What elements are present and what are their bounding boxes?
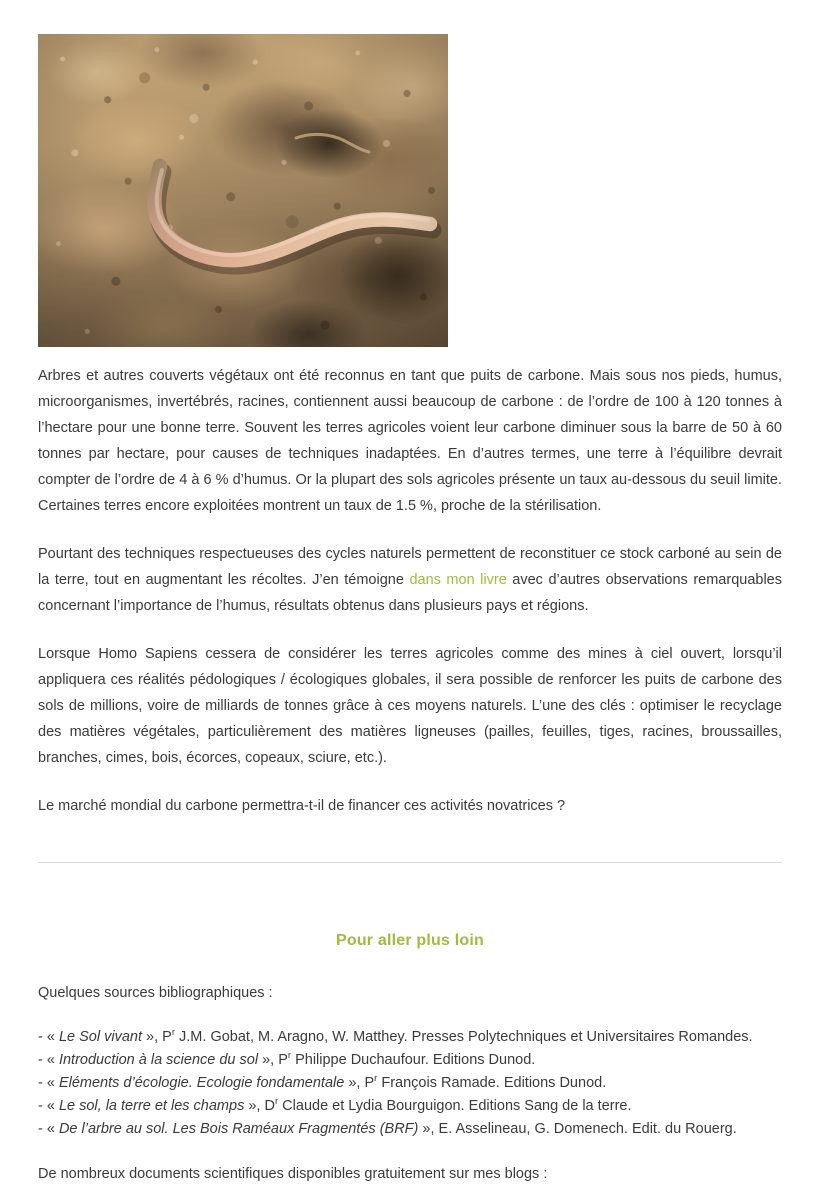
- paragraph-soil-carbon: Arbres et autres couverts végétaux ont été reconnus en tant que puits de carbone. Mais sous nos pieds, humus, microorganismes, invertébrés, racines, contiennent aussi beaucoup de carbone : de l’ordre de 100 à 120 tonnes à l’hectare pour une bonne terre. Souvent les terres agricoles voient leur carbone diminuer sous la barre de 50 à 60 tonnes par hectare, pour causes de techniques inadaptées. En d’autres termes, une terre à l’équilibre devrait compter de l’ordre de 4 à 6 % d’humus. Or la plupart des sols agricoles présente un taux au-dessous du seuil limite. Certaines terres encore exploitées montrent un taux de 1.5 %, proche de la stérilisation.: [38, 368, 782, 514]
- entry-close: »,: [344, 1075, 365, 1091]
- paragraph-carbon-market: Le marché mondial du carbone permettra-t-il de financer ces activités novatrices ?: [38, 798, 566, 814]
- bibliography-entry: [38, 1095, 782, 1118]
- entry-title: De l’arbre au sol. Les Bois Raméaux Fragmentés (BRF): [58, 1121, 419, 1137]
- section-title-pour-aller-plus-loin: Pour aller plus loin: [335, 932, 485, 949]
- entry-abbr-sup: r: [274, 1096, 279, 1108]
- entry-rest: J.M. Gobat, M. Aragno, W. Matthey. Presses Polytechniques et Universitaires Romandes.: [175, 1029, 753, 1045]
- entry-rest: Claude et Lydia Bourguigon. Editions Sang de la terre.: [278, 1098, 632, 1114]
- entry-abbr-base: P: [162, 1029, 172, 1045]
- entry-dash: - «: [38, 1121, 59, 1137]
- entry-title: Eléments d’écologie. Ecologie fondamentale: [58, 1075, 345, 1091]
- link-dans-mon-livre[interactable]: dans mon livre: [409, 572, 507, 588]
- entry-close: »,: [258, 1052, 279, 1068]
- entry-rest: Philippe Duchaufour. Editions Dunod.: [291, 1052, 536, 1068]
- entry-close: »,: [244, 1098, 265, 1114]
- spacer: [38, 950, 782, 980]
- bibliography-outro: De nombreux documents scientifiques disponibles gratuitement sur mes blogs :: [38, 1166, 548, 1182]
- entry-title: Introduction à la science du sol: [58, 1052, 259, 1068]
- entry-dash: - «: [38, 1075, 59, 1091]
- spacer: [38, 819, 782, 862]
- bibliography-list: [38, 1026, 782, 1141]
- paragraph-techniques-text-after: avec d’autres observations remarquables concernant l’importance de l’humus, résultats obtenus dans plusieurs pays et régions.: [38, 572, 782, 614]
- bibliography-intro: Quelques sources bibliographiques :: [38, 985, 273, 1001]
- entry-abbr-sup: r: [171, 1027, 175, 1039]
- entry-dash: - «: [38, 1029, 59, 1045]
- paragraph-techniques-text-before: Pourtant des techniques respectueuses des cycles naturels permettent de reconstituer ce stock carboné au sein de la terre, tout en augmentant les récoltes. J’en témoigne: [38, 546, 782, 588]
- article-page: [0, 34, 820, 1193]
- entry-abbr-base: P: [364, 1075, 375, 1091]
- entry-close: »,: [141, 1029, 163, 1045]
- spacer: [38, 1006, 782, 1026]
- bibliography-entry: [38, 1118, 782, 1141]
- entry-title: Le sol, la terre et les champs: [58, 1098, 245, 1114]
- spacer: [38, 863, 782, 932]
- spacer: [38, 519, 782, 541]
- photo-vignette: [38, 34, 448, 347]
- paragraph-techniques: [38, 541, 782, 619]
- bibliography-entry: [38, 1072, 782, 1095]
- spacer: [38, 771, 782, 793]
- entry-dash: - «: [38, 1052, 59, 1068]
- entry-abbr: [264, 1098, 278, 1114]
- entry-rest: E. Asselineau, G. Domenech. Edit. du Rouerg.: [438, 1121, 737, 1137]
- entry-abbr: [162, 1029, 175, 1045]
- paragraph-homo-sapiens: Lorsque Homo Sapiens cessera de considérer les terres agricoles comme des mines à ciel ouvert, lorsqu’il appliquera ces réalités pédologiques / écologiques globales, il sera possible de renforcer les puits de carbone des sols de millions, voire de milliards de tonnes grâce à ces moyens naturels. L’une des clés : optimiser le recyclage des matières végétales, particulièrement des matières ligneuses (pailles, feuilles, tiges, racines, broussailles, branches, cimes, bois, écorces, copeaux, sciure, etc.).: [38, 646, 782, 766]
- entry-abbr-base: D: [264, 1098, 275, 1114]
- entry-dash: - «: [38, 1098, 59, 1114]
- bibliography-entry: [38, 1049, 782, 1072]
- entry-rest: François Ramade. Editions Dunod.: [377, 1075, 607, 1091]
- bibliography-entry: [38, 1026, 782, 1049]
- entry-title: Le Sol vivant: [58, 1029, 142, 1045]
- entry-close: »,: [418, 1121, 439, 1137]
- entry-abbr: [364, 1075, 377, 1091]
- entry-abbr-sup: r: [374, 1073, 378, 1085]
- earthworm-in-soil-photo: [38, 34, 448, 347]
- spacer: [38, 1141, 782, 1161]
- entry-abbr-sup: r: [287, 1050, 292, 1062]
- spacer: [38, 619, 782, 641]
- entry-abbr-base: P: [278, 1052, 288, 1068]
- article-photo: [38, 34, 448, 347]
- entry-abbr: [278, 1052, 291, 1068]
- spacer: [38, 347, 782, 363]
